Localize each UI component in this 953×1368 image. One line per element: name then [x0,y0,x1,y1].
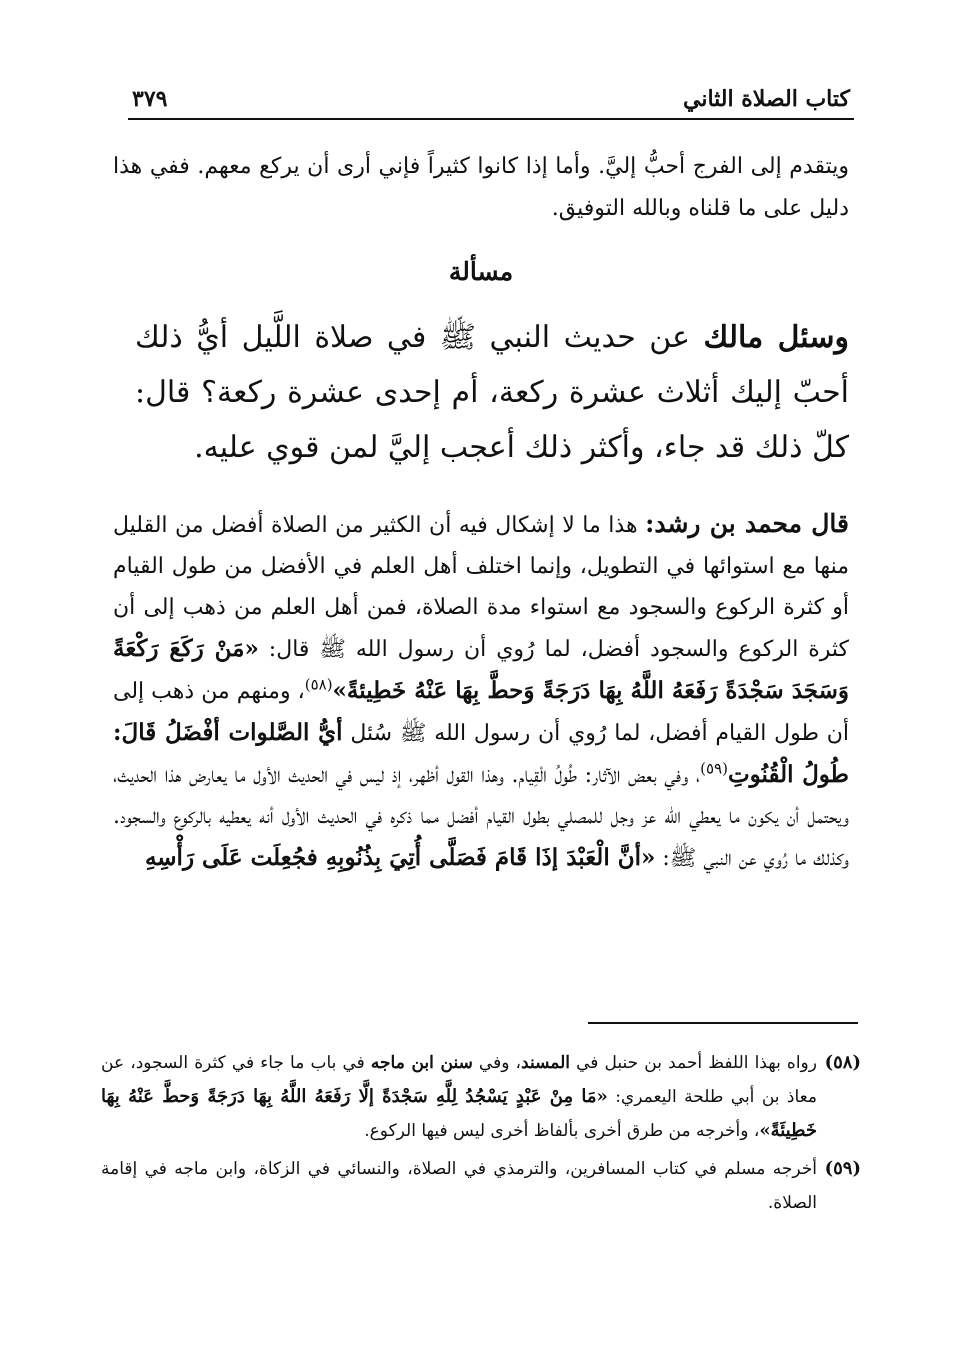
footnote-59 [101,1152,861,1220]
footnote-separator [588,1022,858,1024]
footnote-text-part: رواه بهذا اللفظ أحمد بن حنبل في [570,1053,817,1073]
commentary-part-1: هذا ما لا إشكال فيه أن الكثير من الصلاة أفضل من القليل منها مع استوائها في التطويل، وإنما اختلف أهل العلم في الأفضل من طول القيام أو كثرة الركوع والسجود مع استواء مدة الصلاة، فمن أهل العلم من ذهب إلى أن كثرة الركوع والسجود أفضل، لما رُوي أن رسول الله ﷺ قال: [113,513,850,662]
footnote-text-part: ، وأخرجه من طرق أخرى بألفاظ أخرى ليس فيها الركوع. [364,1121,760,1141]
commentary-part-2: ، ومنهم من ذهب إلى أن طول القيام أفضل، لما رُوي أن رسول الله ﷺ سُئل [113,679,849,746]
page-number: ٣٧٩ [132,86,168,112]
commentary-paragraph [113,503,849,879]
footnotes [101,1046,861,1224]
footnote-source-title: سنن ابن ماجه [370,1053,473,1073]
hadith-quote-2: أيُّ الصَّلوات أفْضَلُ قَالَ: طُولُ الْقُنُوتِ [113,719,849,788]
commentary-speaker: قال محمد بن رشد: [645,509,849,538]
footnote-hadith: «مَا مِنْ عَبْدٍ يَسْجُدُ لِلَّهِ سَجْدَةً إلَّا رَفَعَهُ اللَّهُ بِهَا دَرَجَةً وَحطَّ عَنْهُ بِهَا خَطِيئَةً» [101,1086,817,1141]
main-text [113,146,849,879]
question-lead: وسئل مالك [703,320,849,355]
footnote-source-title: المسند [521,1053,570,1073]
footnote-text-part: في باب ما جاء في كثرة السجود، عن معاذ بن أبي طلحة اليعمري: [101,1053,817,1107]
question-text: عن حديث النبي ﷺ في صلاة اللَّيل أيُّ ذلك أحبّ إليك أثلاث عشرة ركعة، أم إحدى عشرة ركعة؟ قال: كلّ ذلك قد جاء، وأكثر ذلك أعجب إليَّ لمن قوي عليه. [135,320,849,465]
intro-paragraph: ويتقدم إلى الفرج أحبُّ إليَّ. وأما إذا كانوا كثيراً فإني أرى أن يركع معهم. ففي هذا دليل على ما قلناه وبالله التوفيق. [113,154,849,221]
commentary-part-3: ، وفي بعض الآثار: طُولُ الْقِيام. وهذا القول أظهر، إذ ليس في الحديث الأول ما يعارض هذا الحديث، ويحتمل أن يكون ما يعطي الله عز وجل للمصلي بطول القيام أفضل مما ذكره في الحديث الأول أنه يعطيه بالركوع والسجود. وكذلك ما رُوي عن النبي ﷺ: [113,763,849,871]
page-header [128,78,854,120]
footnote-number: (٥٨) [824,1052,861,1073]
hadith-quote-1: «مَنْ رَكَعَ رَكْعَةً وَسَجَدَ سَجْدَةً رَفَعَهُ اللَّهُ بِهَا دَرَجَةً وَحطَّ بِهَا عَنْهُ خَطِيئةً» [113,635,849,704]
footnote-text-part: ، وفي [472,1053,522,1073]
footnote-text: أخرجه مسلم في كتاب المسافرين، والترمذي في الصلاة، والنسائي في الزكاة، وابن ماجه في إقامة الصلاة. [101,1159,817,1213]
question-paragraph [113,310,849,475]
footnote-58 [101,1046,861,1148]
section-heading: مسألة [448,257,514,286]
footnote-ref-59[interactable]: (٥٩) [700,759,728,778]
footnote-number: (٥٩) [824,1158,861,1179]
hadith-quote-3: «أنَّ الْعَبْدَ إذَا قَامَ فَصَلَّى أُتِيَ بِذُنُوبِهِ فجُعِلَت عَلَى رَأْسِهِ [144,844,656,871]
running-title: كتاب الصلاة الثاني [682,86,850,112]
footnote-text [101,1046,817,1148]
footnote-ref-58[interactable]: (٥٨) [304,675,333,694]
